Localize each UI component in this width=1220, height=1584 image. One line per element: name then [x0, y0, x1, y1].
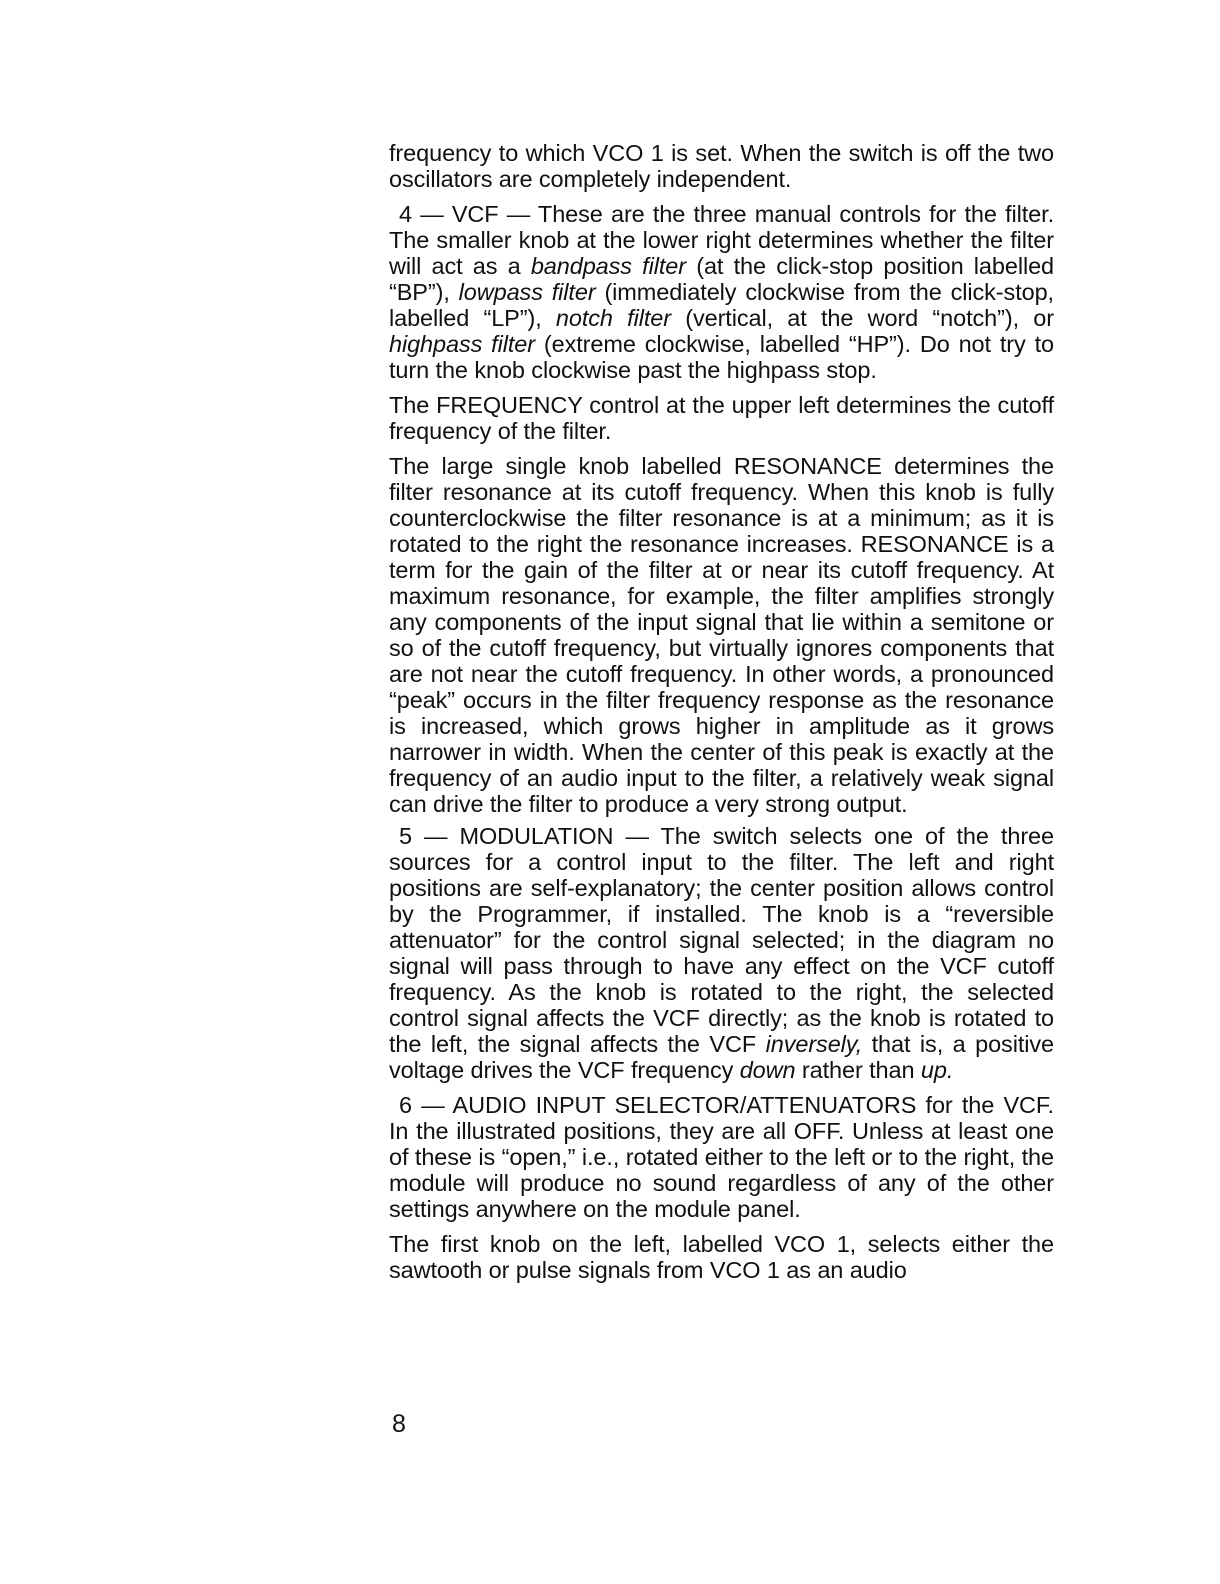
- paragraph-frequency-control: [389, 392, 1054, 444]
- text-segment: 4 — VCF — These are the three manual controls for the filter. The smaller knob at the lower right determines whether the filter will act as a: [389, 201, 1054, 279]
- italic-term: highpass filter: [389, 331, 535, 357]
- text-segment: (vertical, at the word “notch”), or: [670, 305, 1054, 331]
- italic-term: inversely,: [765, 1031, 863, 1057]
- text-segment: that is, a positive voltage drives the VCF frequency: [389, 1031, 1054, 1083]
- text-segment: (at the click-stop position labelled “BP”),: [389, 253, 1055, 305]
- text-segment: The FREQUENCY control at the upper left determines the cutoff frequency of the filter.: [389, 392, 1054, 444]
- text-segment: The first knob on the left, labelled VCO 1, selects either the sawtooth or pulse signals from VCO 1 as an audio: [389, 1231, 1054, 1283]
- paragraph-resonance: [389, 453, 1054, 817]
- text-segment: (extreme clockwise, labelled “HP”). Do not try to turn the knob clockwise past the highpass stop.: [389, 331, 1054, 383]
- text-segment: 5 — MODULATION — The switch selects one of the three sources for a control input to the filter. The left and right positions are self-explanatory; the center position allows control by the Programmer, if installed. The knob is a “reversible attenuator” for the control signal selected; in the diagram no signal will pass through to have any effect on the VCF cutoff frequency. As the knob is rotated to the right, the selected control signal affects the VCF directly; as the knob is rotated to the left, the signal affects the VCF: [389, 823, 1054, 1057]
- italic-term: notch filter: [555, 305, 671, 331]
- text-segment: The large single knob labelled RESONANCE determines the filter resonance at its cutoff frequency. When this knob is fully counterclockwise the filter resonance is at a minimum; as it is rotated to the right the resonance increases. RESONANCE is a term for the gain of the filter at or near its cutoff frequency. At maximum resonance, for example, the filter amplifies strongly any components of the input signal that lie within a semitone or so of the cutoff frequency, but virtually ignores components that are not near the cutoff frequency. In other words, a pronounced “peak” occurs in the filter frequency response as the resonance is increased, which grows higher in amplitude as it grows narrower in width. When the center of this peak is exactly at the frequency of an audio input to the filter, a relatively weak signal can drive the filter to produce a very strong output.: [389, 453, 1054, 817]
- italic-term: up.: [920, 1057, 954, 1083]
- text-segment: (immediately clockwise from the click-stop, labelled “LP”),: [389, 279, 1054, 331]
- page-number: 8: [392, 1410, 406, 1438]
- text-segment: rather than: [795, 1057, 921, 1083]
- paragraph-modulation: [389, 823, 1054, 1083]
- paragraph-audio-input: [389, 1092, 1054, 1222]
- paragraph-oscillator-sync: [389, 140, 1054, 192]
- paragraph-vco1-knob: [389, 1231, 1054, 1283]
- paragraph-vcf: [389, 201, 1054, 383]
- text-segment: frequency to which VCO 1 is set. When the switch is off the two oscillators are completely independent.: [389, 140, 1054, 192]
- document-body: [389, 140, 1054, 1292]
- italic-term: lowpass filter: [458, 279, 596, 305]
- text-segment: 6 — AUDIO INPUT SELECTOR/ATTENUATORS for the VCF. In the illustrated positions, they are all OFF. Unless at least one of these is “open,” i.e., rotated either to the left or to the right, the module will produce no sound regardless of any of the other settings anywhere on the module panel.: [389, 1092, 1054, 1222]
- italic-term: bandpass filter: [530, 253, 686, 279]
- italic-term: down: [739, 1057, 796, 1083]
